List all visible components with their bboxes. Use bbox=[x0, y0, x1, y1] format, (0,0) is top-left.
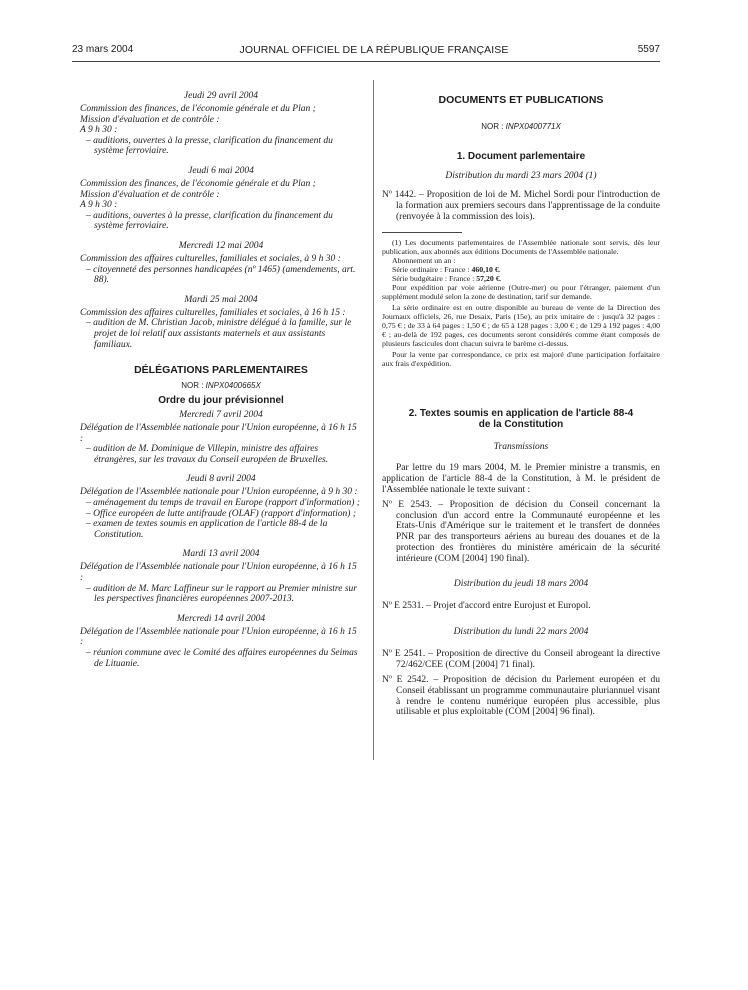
agenda-date: Jeudi 29 avril 2004 bbox=[183, 91, 259, 101]
footnote-text: Pour expédition par voie aérienne (Outre-mer) ou pour l'étranger, paiement d'un supplément modulé selon la zone de destination, tarif sur demande. bbox=[382, 283, 660, 302]
subsection-title: de la Constitution bbox=[478, 419, 564, 431]
transmissions-heading: Transmissions bbox=[493, 442, 549, 453]
nor-code: INPX0400665X bbox=[205, 381, 261, 391]
section-title: DÉLÉGATIONS PARLEMENTAIRES bbox=[134, 364, 308, 377]
document-entry: Nº 1442. – Proposition de loi de M. Michel Sordi pour l'introduction de la formation aux premiers secours dans l'apprentissage de la conduite (renvoyée à la commission des lois). bbox=[382, 190, 660, 222]
agenda-item: – aménagement du temps de travail en Europe (rapport d'information) ; bbox=[86, 498, 360, 509]
agenda-line: Mission d'évaluation et de contrôle : bbox=[80, 189, 220, 200]
agenda-heading: Ordre du jour prévisionnel bbox=[158, 395, 284, 407]
agenda-line: Mission d'évaluation et de contrôle : bbox=[80, 114, 220, 125]
agenda-line: Délégation de l'Assemblée nationale pour l'Union européenne, à 16 h 15 : bbox=[80, 626, 357, 648]
agenda-block bbox=[80, 166, 362, 232]
footnote-text: Abonnement un an : bbox=[392, 256, 456, 266]
agenda-item: – auditions, ouvertes à la presse, clarification du financement du système ferroviaire. bbox=[86, 210, 333, 232]
price-line bbox=[382, 265, 660, 274]
agenda-block bbox=[80, 91, 362, 157]
footnote bbox=[382, 238, 660, 368]
agenda-line: Commission des finances, de l'économie générale et du Plan ; bbox=[80, 104, 316, 114]
agenda-block bbox=[80, 295, 362, 350]
agenda-date: Mercredi 12 mai 2004 bbox=[178, 240, 264, 251]
agenda-date: Mercredi 14 avril 2004 bbox=[176, 613, 266, 624]
text-entry: Nº E 2542. – Proposition de décision du Parlement européen et du Conseil établissant un programme communautaire pluriannuel visant à rendre le contenu numérique européen plus accessible, plus utilisable et plus exploitable (COM [2004] 96 final). bbox=[382, 674, 660, 718]
agenda-item: – auditions, ouvertes à la presse, clarification du financement du système ferroviaire. bbox=[86, 135, 333, 157]
header-rule bbox=[72, 61, 660, 62]
footnote-rule bbox=[382, 232, 462, 233]
agenda-line: Commission des finances, de l'économie générale et du Plan ; bbox=[80, 178, 316, 189]
agenda-block bbox=[80, 410, 362, 465]
header-page-number: 5597 bbox=[637, 44, 660, 55]
section-title: DOCUMENTS ET PUBLICATIONS bbox=[438, 94, 604, 106]
distribution-date: Distribution du lundi 22 mars 2004 bbox=[453, 627, 589, 638]
agenda-date: Mercredi 7 avril 2004 bbox=[179, 410, 263, 421]
agenda-block bbox=[80, 241, 362, 286]
text-entry: Nº E 2531. – Projet d'accord entre Eurojust et Europol. bbox=[382, 600, 591, 611]
price-end: . bbox=[499, 274, 502, 284]
nor-label: NOR : bbox=[481, 122, 504, 131]
agenda-item: – Office européen de lutte antifraude (OLAF) (rapport d'information) ; bbox=[86, 508, 357, 519]
subsection-title: 1. Document parlementaire bbox=[456, 151, 586, 162]
footnote-text: La série ordinaire est en outre disponible au bureau de vente de la Direction des Journaux officiels, 26, rue Desaix, Paris (15e), au prix unitaire de : jusqu'à 32 pages : 0,75 € ; de 33 à 64 pages : 1,50 € ; de 65 à 128 pages : 3,00 € ; de 129 à 192 pages : 4,00 € ; au-delà de 192 pages, ces documents seront considérés comme étant composés de plusieurs fascicules dont chacun suivra le barème ci-dessus. bbox=[382, 303, 660, 349]
agenda-line: Délégation de l'Assemblée nationale pour l'Union européenne, à 16 h 15 : bbox=[80, 423, 357, 444]
distribution-date: Distribution du mardi 23 mars 2004 (1) bbox=[445, 171, 597, 181]
agenda-item: – audition de M. Marc Laffineur sur le rapport au Premier ministre sur les perspectives financières européennes 2007-2013. bbox=[86, 583, 358, 605]
price-end: . bbox=[498, 265, 501, 275]
price-label: Série ordinaire : France : bbox=[392, 265, 472, 275]
subsection-title: 2. Textes soumis en application de l'article 88-4 bbox=[408, 408, 634, 420]
nor-reference bbox=[382, 122, 660, 131]
footnote-text: (1) Les documents parlementaires de l'Assemblée nationale sont servis, dès leur publication, aux abonnés aux éditions Documents de l'Assemblée nationale. bbox=[382, 238, 660, 257]
right-column bbox=[382, 88, 660, 718]
agenda-line: Commission des affaires culturelles, familiales et sociales, à 16 h 15 : bbox=[80, 307, 346, 318]
distribution-date: Distribution du jeudi 18 mars 2004 bbox=[453, 578, 589, 589]
price-line bbox=[382, 274, 660, 283]
agenda-item: – audition de M. Christian Jacob, ministre délégué à la famille, sur le projet de loi relatif aux assistants maternels et aux assistants familiaux. bbox=[86, 318, 352, 350]
agenda-block bbox=[80, 614, 362, 669]
price-value: 460,10 € bbox=[471, 265, 499, 275]
footnote-text: Pour la vente par correspondance, ce prix est majoré d'une participation forfaitaire aux frais d'expédition. bbox=[382, 350, 660, 369]
nor-code: INPX0400771X bbox=[505, 122, 561, 131]
agenda-line: Commission des affaires culturelles, familiales et sociales, à 9 h 30 : bbox=[80, 253, 341, 264]
agenda-line: Délégation de l'Assemblée nationale pour l'Union européenne, à 9 h 30 : bbox=[80, 487, 358, 498]
agenda-time: A 9 h 30 : bbox=[80, 200, 118, 211]
agenda-time: A 9 h 30 : bbox=[80, 125, 118, 136]
price-label: Série budgétaire : France : bbox=[392, 274, 477, 284]
delegations-section bbox=[80, 364, 362, 406]
nor-reference bbox=[80, 381, 362, 390]
text-entry: Nº E 2543. – Proposition de décision du Conseil concernant la conclusion d'un accord entre la Communauté européenne et les Etats-Unis d'Amérique sur le traitement et le transfert de données PNR par des transporteurs aériens au bureau des douanes et de la protection des frontières du ministère américain de la sécurité intérieure (COM [2004] 190 final). bbox=[382, 499, 660, 564]
subsection bbox=[382, 408, 660, 718]
header-title: JOURNAL OFFICIEL DE LA RÉPUBLIQUE FRANÇAISE bbox=[239, 44, 509, 56]
agenda-block bbox=[80, 474, 362, 540]
nor-label: NOR : bbox=[181, 381, 204, 391]
agenda-date: Mardi 13 avril 2004 bbox=[182, 549, 260, 560]
agenda-line: Délégation de l'Assemblée nationale pour l'Union européenne, à 16 h 15 : bbox=[80, 562, 357, 584]
agenda-item: – citoyenneté des personnes handicapées (nº 1465) (amendements, art. 88). bbox=[86, 264, 356, 286]
text-entry: Nº E 2541. – Proposition de directive du Conseil abrogeant la directive 72/462/CEE (COM [2004] 71 final). bbox=[382, 649, 660, 671]
agenda-date: Jeudi 8 avril 2004 bbox=[186, 474, 256, 485]
agenda-date: Mardi 25 mai 2004 bbox=[184, 294, 258, 305]
agenda-block bbox=[80, 549, 362, 604]
column-divider bbox=[373, 80, 374, 760]
header-date: 23 mars 2004 bbox=[72, 44, 134, 55]
agenda-item: – examen de textes soumis en application de l'article 88-4 de la Constitution. bbox=[86, 519, 328, 540]
left-column bbox=[80, 88, 362, 678]
agenda-item: – audition de M. Dominique de Villepin, ministre des affaires étrangères, sur les travaux du Conseil européen de Bruxelles. bbox=[86, 444, 329, 465]
agenda-date: Jeudi 6 mai 2004 bbox=[188, 165, 254, 176]
price-value: 57,20 € bbox=[476, 274, 500, 284]
agenda-item: – réunion commune avec le Comité des affaires européennes du Seimas de Lituanie. bbox=[86, 648, 358, 669]
intro-paragraph: Par lettre du 19 mars 2004, M. le Premier ministre a transmis, en application de l'article 88-4 de la Constitution, à M. le président de l'Assemblée nationale le texte suivant : bbox=[382, 463, 660, 495]
